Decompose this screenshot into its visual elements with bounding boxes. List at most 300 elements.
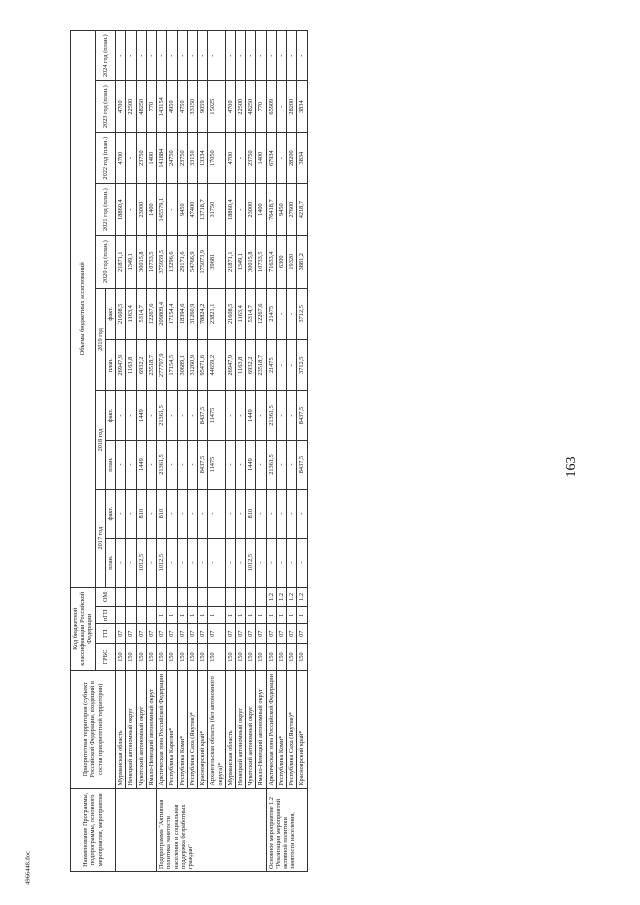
pgp-cell: 1	[235, 607, 245, 624]
value-cell: 30015,8	[246, 235, 256, 288]
territory-cell: Республика Саха (Якутия)*	[287, 670, 297, 788]
value-cell: -	[146, 391, 156, 440]
value-cell: 33150	[187, 81, 197, 132]
om-cell	[256, 587, 266, 607]
value-cell: 277797,9	[157, 340, 167, 391]
gp-cell: 07	[126, 624, 136, 644]
value-cell: 76418,7	[266, 184, 276, 235]
table-row	[116, 31, 126, 872]
value-cell: 47400	[187, 184, 197, 235]
table-row	[235, 31, 245, 872]
grbs-cell: 150	[208, 644, 225, 671]
pgp-cell: 1	[208, 607, 225, 624]
table-row	[126, 31, 136, 872]
value-cell: -	[177, 440, 187, 489]
gp-cell: 07	[177, 624, 187, 644]
om-cell: 1.2	[276, 587, 286, 607]
value-cell: 6932,2	[136, 340, 146, 391]
value-cell: 48250	[246, 81, 256, 132]
value-cell: 3834	[297, 81, 307, 132]
value-cell: -	[167, 184, 177, 235]
value-cell: 209809,4	[157, 288, 167, 339]
rotated-table-container	[70, 30, 545, 872]
gp-cell: 07	[146, 624, 156, 644]
value-cell: 78824,2	[198, 288, 208, 339]
value-cell: 30015,8	[136, 235, 146, 288]
gp-cell: 07	[225, 624, 235, 644]
table-row	[225, 31, 235, 872]
value-cell: 13296,6	[167, 235, 177, 288]
value-cell: 4700	[116, 132, 126, 183]
header-2023: 2023 год (план.)	[95, 81, 115, 132]
grbs-cell: 150	[225, 644, 235, 671]
value-cell: 175073,9	[198, 235, 208, 288]
value-cell: -	[276, 489, 286, 538]
grbs-cell: 150	[157, 644, 167, 671]
header-budget-code: Код бюджетной классификации Российской Федерации	[71, 587, 96, 670]
gp-cell: 07	[266, 624, 276, 644]
territory-cell: Архангельская область (без автономного округа)*	[208, 670, 225, 788]
value-cell: 12267,6	[256, 288, 266, 339]
value-cell: 1449	[136, 440, 146, 489]
value-cell: 21871,1	[225, 235, 235, 288]
pgp-cell: 1	[276, 607, 286, 624]
pgp-cell: 1	[177, 607, 187, 624]
territory-cell: Ненецкий автономный округ	[126, 670, 136, 788]
gp-cell: 07	[246, 624, 256, 644]
value-cell: -	[167, 538, 177, 587]
value-cell: 4950	[167, 81, 177, 132]
gp-cell: 07	[116, 624, 126, 644]
value-cell: 21361,5	[266, 440, 276, 489]
value-cell: 141884	[157, 132, 167, 183]
value-cell: 4700	[225, 81, 235, 132]
value-cell: 95471,6	[198, 340, 208, 391]
program-cell: Основное мероприятие 1.2 "Реализация мероприятий активной политики занятости населения,	[266, 788, 307, 871]
value-cell: -	[287, 440, 297, 489]
header-2018: 2018 год	[95, 391, 105, 489]
table-row	[157, 31, 167, 872]
value-cell: -	[235, 132, 245, 183]
value-cell: 1349,1	[235, 235, 245, 288]
value-cell: 1349,1	[126, 235, 136, 288]
value-cell: 21871,1	[116, 235, 126, 288]
value-cell: -	[246, 31, 256, 81]
territory-cell: Республика Коми*	[177, 670, 187, 788]
om-cell: 1.2	[266, 587, 276, 607]
value-cell: 21361,5	[157, 440, 167, 489]
value-cell: -	[116, 31, 126, 81]
value-cell: -	[208, 31, 225, 81]
table-row	[256, 31, 266, 872]
value-cell: -	[276, 391, 286, 440]
pgp-cell: 1	[225, 607, 235, 624]
table-row	[136, 31, 146, 872]
value-cell: 39681	[208, 235, 225, 288]
grbs-cell: 150	[136, 644, 146, 671]
gp-cell: 07	[256, 624, 266, 644]
value-cell: 8437,5	[198, 440, 208, 489]
value-cell: 54766,9	[187, 235, 197, 288]
om-cell	[235, 587, 245, 607]
value-cell: 3881,2	[297, 235, 307, 288]
value-cell: -	[177, 538, 187, 587]
value-cell: 71633,4	[266, 235, 276, 288]
grbs-cell: 150	[116, 644, 126, 671]
om-cell	[146, 587, 156, 607]
om-cell	[187, 587, 197, 607]
header-fact: факт.	[105, 288, 115, 339]
value-cell: 4700	[225, 132, 235, 183]
value-cell: 9059	[198, 81, 208, 132]
value-cell: -	[116, 538, 126, 587]
pgp-cell	[126, 607, 136, 624]
header-2021: 2021 год (план.)	[95, 184, 115, 235]
value-cell: -	[266, 31, 276, 81]
value-cell: -	[287, 288, 297, 339]
value-cell: 8437,5	[297, 440, 307, 489]
value-cell: 33150	[187, 132, 197, 183]
value-cell: 6300	[276, 235, 286, 288]
value-cell: -	[126, 31, 136, 81]
value-cell: 17154,5	[167, 340, 177, 391]
value-cell: -	[225, 440, 235, 489]
territory-cell: Республика Саха (Якутия)*	[187, 670, 197, 788]
value-cell: -	[177, 31, 187, 81]
value-cell: -	[146, 538, 156, 587]
header-territory: Приоритетная территория (субъект Российской Федерации, входящий в состав приоритетной территории)	[71, 670, 116, 788]
page-number: 163	[564, 456, 579, 478]
value-cell: 18860,4	[225, 184, 235, 235]
om-cell	[198, 587, 208, 607]
value-cell: -	[287, 391, 297, 440]
value-cell: 143154	[157, 81, 167, 132]
value-cell: 1400	[256, 132, 266, 183]
header-program: Наименование Программы, подпрограммы, основного мероприятия, мероприятия	[71, 788, 116, 871]
value-cell: 810	[157, 489, 167, 538]
pgp-cell: 1	[297, 607, 307, 624]
value-cell: -	[198, 538, 208, 587]
territory-cell: Арктическая зона Российской Федерации	[157, 670, 167, 788]
value-cell: -	[126, 538, 136, 587]
territory-cell: Чукотский автономный округ	[136, 670, 146, 788]
value-cell: 26947,9	[225, 340, 235, 391]
table-row	[146, 31, 156, 872]
value-cell: -	[235, 391, 245, 440]
grbs-cell: 150	[187, 644, 197, 671]
gp-cell: 07	[208, 624, 225, 644]
value-cell: 13334	[198, 132, 208, 183]
value-cell: -	[297, 31, 307, 81]
value-cell: 23750	[177, 132, 187, 183]
value-cell: -	[256, 31, 266, 81]
value-cell: -	[116, 391, 126, 440]
value-cell: 17050	[208, 132, 225, 183]
value-cell: 5314,7	[136, 288, 146, 339]
value-cell: 23821,1	[208, 288, 225, 339]
grbs-cell: 150	[167, 644, 177, 671]
value-cell: -	[256, 489, 266, 538]
header-grbs: ГРБС	[95, 644, 115, 671]
value-cell: 21361,5	[157, 391, 167, 440]
territory-cell: Мурманская область	[116, 670, 126, 788]
pgp-cell: 1	[266, 607, 276, 624]
value-cell: -	[297, 489, 307, 538]
territory-cell: Ямало-Ненецкий автономный округ	[256, 670, 266, 788]
value-cell: 22500	[126, 81, 136, 132]
value-cell: 375959,5	[157, 235, 167, 288]
grbs-cell: 150	[198, 644, 208, 671]
value-cell: 1449	[246, 440, 256, 489]
pgp-cell	[136, 607, 146, 624]
value-cell: -	[256, 391, 266, 440]
value-cell: -	[187, 391, 197, 440]
value-cell: 4700	[116, 81, 126, 132]
gp-cell: 07	[187, 624, 197, 644]
value-cell: 1449	[136, 391, 146, 440]
header-2022: 2022 год (план.)	[95, 132, 115, 183]
header-2017: 2017 год	[95, 489, 105, 587]
value-cell: -	[235, 440, 245, 489]
table-row	[246, 31, 256, 872]
value-cell: -	[225, 538, 235, 587]
value-cell: 12267,6	[146, 288, 156, 339]
grbs-cell: 150	[276, 644, 286, 671]
value-cell: -	[256, 538, 266, 587]
gp-cell: 07	[136, 624, 146, 644]
grbs-cell: 150	[266, 644, 276, 671]
table-row	[287, 31, 297, 872]
value-cell: 23000	[246, 184, 256, 235]
document-id: 4966448.doc	[24, 851, 32, 885]
territory-cell: Республика Коми*	[276, 670, 286, 788]
pgp-cell: 1	[198, 607, 208, 624]
value-cell: -	[287, 31, 297, 81]
value-cell: 23518,7	[256, 340, 266, 391]
value-cell: 4218,7	[297, 184, 307, 235]
value-cell: 23750	[136, 132, 146, 183]
value-cell: -	[187, 538, 197, 587]
value-cell: 22500	[235, 81, 245, 132]
header-2020: 2020 год (план.)	[95, 235, 115, 288]
value-cell: 810	[136, 489, 146, 538]
value-cell: -	[297, 538, 307, 587]
value-cell: -	[116, 489, 126, 538]
value-cell: 8437,5	[297, 391, 307, 440]
gp-cell: 07	[167, 624, 177, 644]
value-cell: -	[266, 489, 276, 538]
territory-cell: Чукотский автономный округ	[246, 670, 256, 788]
table-row	[167, 31, 177, 872]
value-cell: -	[235, 538, 245, 587]
header-pgp: пГП	[95, 607, 115, 624]
grbs-cell: 150	[297, 644, 307, 671]
value-cell: 21361,5	[266, 391, 276, 440]
grbs-cell: 150	[146, 644, 156, 671]
value-cell: -	[126, 132, 136, 183]
table-row	[187, 31, 197, 872]
om-cell	[225, 587, 235, 607]
value-cell: 3834	[297, 132, 307, 183]
value-cell: 1449	[246, 391, 256, 440]
value-cell: 3712,5	[297, 340, 307, 391]
value-cell: -	[146, 31, 156, 81]
grbs-cell: 150	[246, 644, 256, 671]
value-cell: 1163,4	[126, 288, 136, 339]
header-fact: факт.	[105, 489, 115, 538]
om-cell	[136, 587, 146, 607]
grbs-cell: 150	[256, 644, 266, 671]
program-cell: Подпрограмма "Активная политика занятости населения и социальная поддержка безработных граждан"	[157, 788, 267, 871]
pgp-cell: 1	[157, 607, 167, 624]
value-cell: -	[235, 184, 245, 235]
value-cell: -	[126, 184, 136, 235]
value-cell: 30689,1	[177, 340, 187, 391]
value-cell: -	[177, 489, 187, 538]
value-cell: 17154,4	[167, 288, 177, 339]
value-cell: 67934	[266, 132, 276, 183]
value-cell: 145579,1	[157, 184, 167, 235]
value-cell: -	[167, 31, 177, 81]
value-cell: -	[276, 288, 286, 339]
header-plan: план.	[105, 538, 115, 587]
value-cell: 1400	[146, 132, 156, 183]
value-cell: 1012,5	[246, 538, 256, 587]
value-cell: -	[146, 440, 156, 489]
program-cell	[116, 788, 157, 871]
value-cell: -	[276, 31, 286, 81]
pgp-cell: 1	[167, 607, 177, 624]
value-cell: -	[225, 391, 235, 440]
value-cell: 28200	[287, 132, 297, 183]
table-row	[266, 31, 276, 872]
value-cell: 27600	[287, 184, 297, 235]
table-row	[208, 31, 225, 872]
value-cell: 1400	[146, 184, 156, 235]
value-cell: 9450	[177, 184, 187, 235]
value-cell: -	[235, 31, 245, 81]
value-cell: -	[136, 31, 146, 81]
header-om: ОМ	[95, 587, 115, 607]
value-cell: 9450	[276, 184, 286, 235]
om-cell: 1.2	[287, 587, 297, 607]
value-cell: -	[266, 538, 276, 587]
header-gp: ГП	[95, 624, 115, 644]
value-cell: -	[256, 440, 266, 489]
value-cell: 15025	[208, 81, 225, 132]
value-cell: 28200	[287, 81, 297, 132]
value-cell: 10733,5	[256, 235, 266, 288]
value-cell: -	[157, 31, 167, 81]
value-cell: -	[187, 31, 197, 81]
budget-table	[70, 30, 308, 872]
value-cell: 1012,5	[157, 538, 167, 587]
value-cell: -	[287, 340, 297, 391]
header-2019: 2019 год	[95, 288, 105, 391]
header-plan: план.	[105, 340, 115, 391]
value-cell: 1012,5	[136, 538, 146, 587]
value-cell: 1400	[256, 184, 266, 235]
value-cell: 11475	[208, 440, 225, 489]
pgp-cell: 1	[246, 607, 256, 624]
value-cell: 31260,9	[187, 340, 197, 391]
om-cell	[167, 587, 177, 607]
value-cell: 23750	[246, 132, 256, 183]
value-cell: -	[187, 440, 197, 489]
gp-cell: 07	[276, 624, 286, 644]
om-cell	[157, 587, 167, 607]
table-row	[276, 31, 286, 872]
table-body	[116, 31, 307, 872]
om-cell: 1.2	[297, 587, 307, 607]
value-cell: -	[208, 538, 225, 587]
value-cell: -	[225, 31, 235, 81]
value-cell: 19320	[287, 235, 297, 288]
grbs-cell: 150	[177, 644, 187, 671]
value-cell: 18860,4	[116, 184, 126, 235]
pgp-cell	[146, 607, 156, 624]
pgp-cell: 1	[256, 607, 266, 624]
value-cell: -	[276, 538, 286, 587]
value-cell: 65909	[266, 81, 276, 132]
value-cell: 21475	[266, 340, 276, 391]
territory-cell: Мурманская область	[225, 670, 235, 788]
territory-cell: Красноярский край*	[297, 670, 307, 788]
table-row	[198, 31, 208, 872]
value-cell: 770	[146, 81, 156, 132]
value-cell: 44659,2	[208, 340, 225, 391]
value-cell: -	[126, 440, 136, 489]
value-cell: -	[276, 340, 286, 391]
value-cell: 21608,5	[225, 288, 235, 339]
gp-cell: 07	[157, 624, 167, 644]
gp-cell: 07	[297, 624, 307, 644]
table-row	[177, 31, 187, 872]
grbs-cell: 150	[235, 644, 245, 671]
value-cell: 48250	[136, 81, 146, 132]
om-cell	[246, 587, 256, 607]
value-cell: -	[116, 440, 126, 489]
value-cell: 24750	[167, 132, 177, 183]
value-cell: -	[225, 489, 235, 538]
om-cell	[126, 587, 136, 607]
value-cell: 21475	[266, 288, 276, 339]
value-cell: 8437,5	[198, 391, 208, 440]
gp-cell: 07	[198, 624, 208, 644]
value-cell: -	[276, 81, 286, 132]
value-cell: -	[287, 489, 297, 538]
value-cell: -	[235, 489, 245, 538]
territory-cell: Ямало-Ненецкий автономный округ	[146, 670, 156, 788]
pgp-cell: 1	[187, 607, 197, 624]
value-cell: -	[198, 489, 208, 538]
value-cell: -	[167, 489, 177, 538]
grbs-cell: 150	[126, 644, 136, 671]
value-cell: -	[167, 440, 177, 489]
value-cell: 31750	[208, 184, 225, 235]
value-cell: -	[287, 538, 297, 587]
value-cell: -	[126, 489, 136, 538]
value-cell: 3712,5	[297, 288, 307, 339]
table-row	[297, 31, 307, 872]
territory-cell: Республика Карелия*	[167, 670, 177, 788]
value-cell: -	[208, 489, 225, 538]
value-cell: -	[177, 391, 187, 440]
gp-cell: 07	[235, 624, 245, 644]
value-cell: 1163,8	[235, 340, 245, 391]
value-cell: 770	[256, 81, 266, 132]
value-cell: 1163,4	[235, 288, 245, 339]
